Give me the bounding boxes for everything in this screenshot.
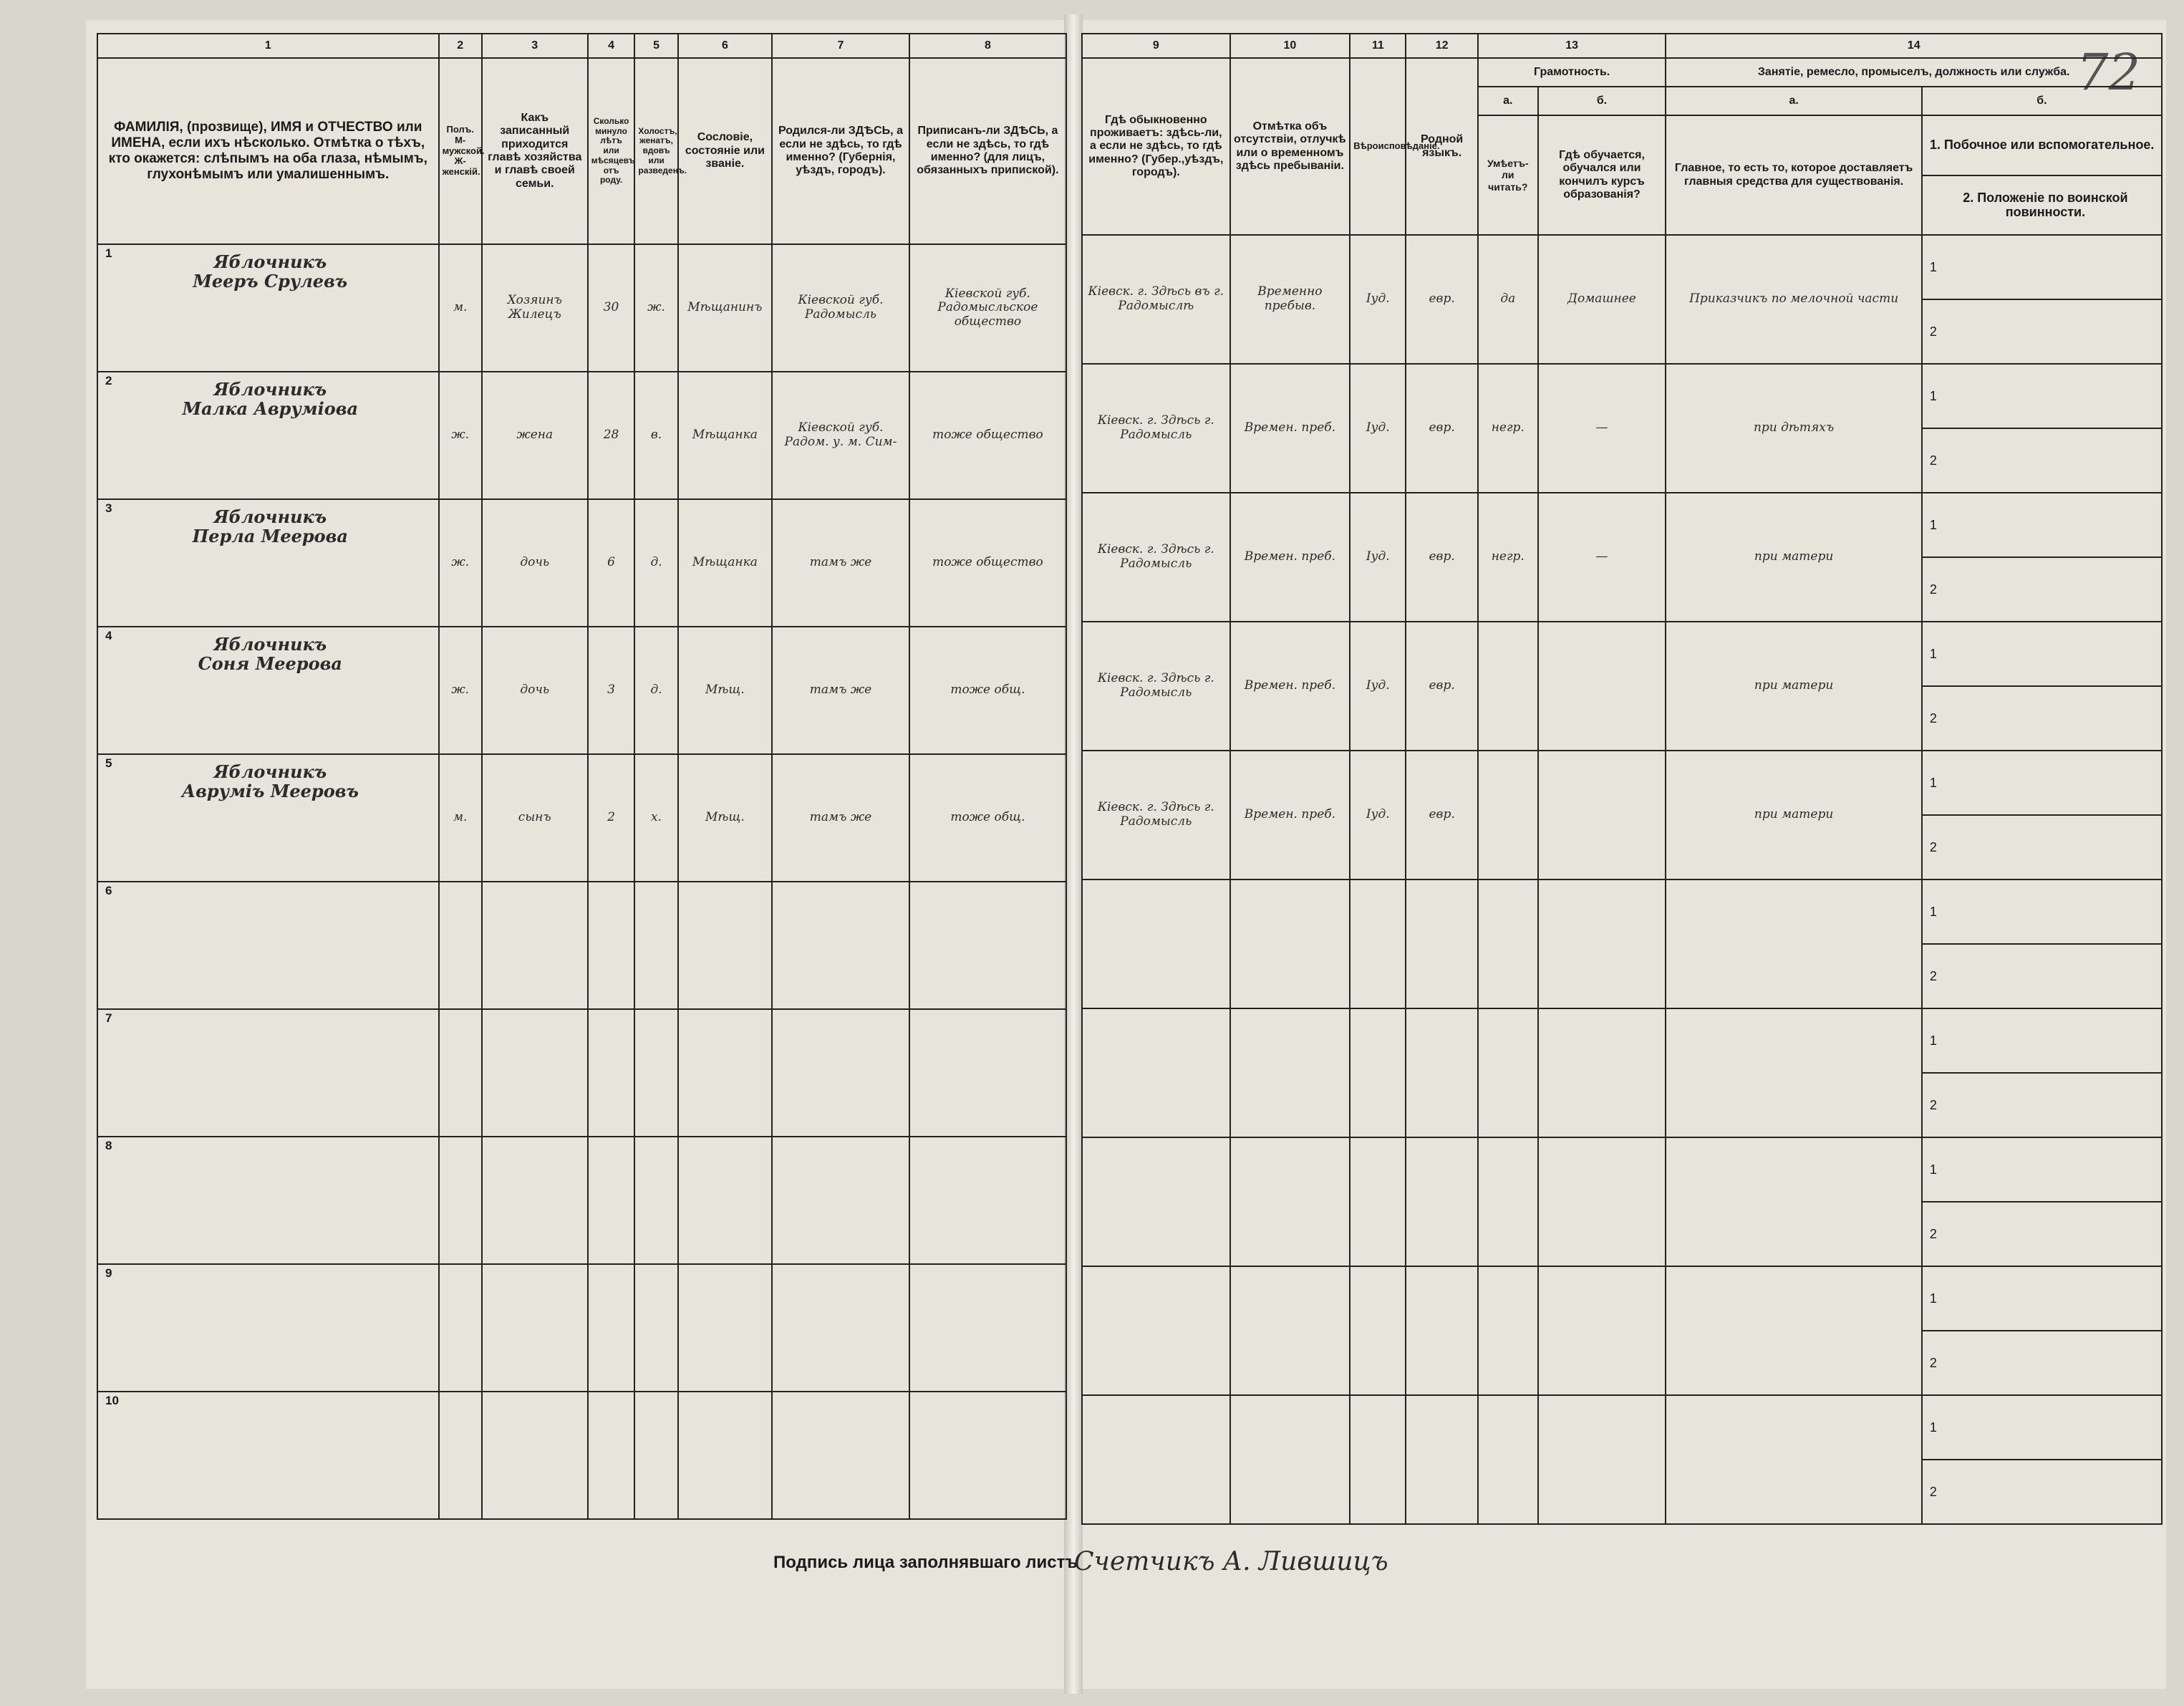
surname: Яблочникъ bbox=[213, 378, 327, 400]
age-cell bbox=[588, 1137, 635, 1264]
birthplace-cell bbox=[772, 882, 909, 1009]
birthplace-cell: Кіевской губ. Радомысль bbox=[772, 244, 909, 372]
registered-cell: Кіевской губ. Радомысльское общество bbox=[909, 244, 1066, 372]
literate-cell bbox=[1478, 622, 1538, 751]
secondary-occupation-cell bbox=[1922, 1008, 2162, 1137]
col-8-header: Приписанъ-ли ЗДѢСЬ, а если не здѣсь, то гдѣ именно? (для лицъ, обязанныхъ припиской). bbox=[909, 58, 1066, 244]
marital-cell bbox=[634, 1392, 677, 1519]
estate-cell bbox=[678, 1264, 772, 1392]
sex-cell: м. bbox=[439, 754, 482, 882]
literate-cell bbox=[1478, 1266, 1538, 1395]
occupation-cell bbox=[1666, 879, 1921, 1008]
table-row bbox=[1082, 1395, 2162, 1524]
registered-cell bbox=[909, 1137, 1066, 1264]
col-13a-header: Умѣетъ-ли читать? bbox=[1478, 115, 1538, 235]
religion-cell: Іуд. bbox=[1350, 622, 1406, 751]
sub-row-2: 2 bbox=[1929, 453, 1937, 468]
table-row bbox=[97, 1392, 1066, 1519]
estate-cell bbox=[678, 882, 772, 1009]
literate-cell bbox=[1478, 1395, 1538, 1524]
registered-cell: тоже общ. bbox=[909, 627, 1066, 754]
sub-row-2: 2 bbox=[1929, 1097, 1937, 1112]
col-11-header: Вѣроисповѣданіе. bbox=[1350, 58, 1406, 235]
marital-cell: в. bbox=[634, 372, 677, 499]
name-cell bbox=[97, 882, 439, 1009]
birthplace-cell: тамъ же bbox=[772, 499, 909, 627]
col-10-number: 10 bbox=[1230, 34, 1350, 58]
marital-cell bbox=[634, 1009, 677, 1137]
relation-cell: Хозяинъ Жилецъ bbox=[482, 244, 588, 372]
absence-cell bbox=[1230, 1137, 1350, 1266]
religion-cell: Іуд. bbox=[1350, 751, 1406, 879]
relation-cell: дочь bbox=[482, 499, 588, 627]
col-7-number: 7 bbox=[772, 34, 909, 58]
relation-cell bbox=[482, 1392, 588, 1519]
age-cell bbox=[588, 1264, 635, 1392]
col-12-header: Родной языкъ. bbox=[1406, 58, 1478, 235]
name-cell bbox=[97, 1392, 439, 1519]
residence-cell bbox=[1082, 879, 1230, 1008]
age-cell: 3 bbox=[588, 627, 635, 754]
surname: Яблочникъ bbox=[213, 506, 327, 527]
relation-cell bbox=[482, 1264, 588, 1392]
col-14b-2-header: 2. Положеніе по воинской повинности. bbox=[1963, 190, 2128, 220]
col-9-number: 9 bbox=[1082, 34, 1230, 58]
secondary-occupation-cell bbox=[1922, 879, 2162, 1008]
sub-row-2: 2 bbox=[1929, 1484, 1937, 1499]
language-cell: евр. bbox=[1406, 235, 1478, 364]
occupation-cell bbox=[1666, 1266, 1921, 1395]
absence-cell: Времен. преб. bbox=[1230, 622, 1350, 751]
col-5-number: 5 bbox=[634, 34, 677, 58]
page-number: 72 bbox=[2077, 43, 2141, 102]
col-8-number: 8 bbox=[909, 34, 1066, 58]
row-number: 10 bbox=[105, 1394, 119, 1407]
language-cell bbox=[1406, 1395, 1478, 1524]
occupation-cell: при дѣтяхъ bbox=[1666, 364, 1921, 493]
row-number: 6 bbox=[105, 884, 112, 897]
registered-cell bbox=[909, 882, 1066, 1009]
residence-cell: Кіевск. г. Здѣсь г. Радомысль bbox=[1082, 364, 1230, 493]
education-cell bbox=[1538, 622, 1666, 751]
census-table-left bbox=[97, 33, 1067, 1520]
table-row bbox=[1082, 364, 2162, 493]
table-row bbox=[97, 1264, 1066, 1392]
sub-row-1: 1 bbox=[1923, 365, 2161, 429]
table-row bbox=[1082, 1008, 2162, 1137]
literate-cell bbox=[1478, 1008, 1538, 1137]
language-cell bbox=[1406, 1137, 1478, 1266]
education-cell bbox=[1538, 1008, 1666, 1137]
table-row bbox=[97, 627, 1066, 754]
row-number: 5 bbox=[105, 756, 112, 770]
absence-cell bbox=[1230, 879, 1350, 1008]
name-cell bbox=[97, 1137, 439, 1264]
registered-cell: тоже общество bbox=[909, 499, 1066, 627]
table-row bbox=[1082, 622, 2162, 751]
residence-cell bbox=[1082, 1008, 1230, 1137]
given-name: Соня Меерова bbox=[198, 653, 342, 675]
given-name: Перла Меерова bbox=[192, 526, 348, 547]
registered-cell bbox=[909, 1264, 1066, 1392]
secondary-occupation-cell bbox=[1922, 1266, 2162, 1395]
sex-cell: ж. bbox=[439, 499, 482, 627]
residence-cell bbox=[1082, 1395, 1230, 1524]
table-row bbox=[97, 372, 1066, 499]
relation-cell: дочь bbox=[482, 627, 588, 754]
signature-label: Подпись лица заполнявшаго листъ bbox=[773, 1553, 1078, 1572]
col-14b-label: б. bbox=[1922, 87, 2162, 115]
col-9-header: Гдѣ обыкновенно проживаетъ: здѣсь-ли, а если не здѣсь, то гдѣ именно? (Губер.,уѣздъ, городъ). bbox=[1082, 58, 1230, 235]
name-cell bbox=[97, 627, 439, 754]
sub-row-1: 1 bbox=[1923, 1138, 2161, 1203]
surname: Яблочникъ bbox=[213, 251, 327, 272]
surname: Яблочникъ bbox=[213, 633, 327, 655]
registered-cell: тоже общество bbox=[909, 372, 1066, 499]
table-row bbox=[1082, 1266, 2162, 1395]
sex-cell bbox=[439, 1009, 482, 1137]
education-cell: — bbox=[1538, 493, 1666, 622]
table-row bbox=[1082, 879, 2162, 1008]
absence-cell: Времен. преб. bbox=[1230, 364, 1350, 493]
sub-row-1: 1 bbox=[1923, 236, 2161, 300]
estate-cell bbox=[678, 1009, 772, 1137]
sex-cell: ж. bbox=[439, 627, 482, 754]
relation-cell bbox=[482, 1009, 588, 1137]
education-cell bbox=[1538, 1395, 1666, 1524]
secondary-occupation-cell bbox=[1922, 364, 2162, 493]
birthplace-cell bbox=[772, 1392, 909, 1519]
occupation-cell bbox=[1666, 1137, 1921, 1266]
row-number: 9 bbox=[105, 1266, 112, 1280]
absence-cell bbox=[1230, 1266, 1350, 1395]
education-cell bbox=[1538, 1137, 1666, 1266]
col-14b-header bbox=[1922, 115, 2162, 235]
marital-cell bbox=[634, 1137, 677, 1264]
secondary-occupation-cell bbox=[1922, 751, 2162, 879]
estate-cell: Мѣщанка bbox=[678, 372, 772, 499]
given-name: Мееръ Срулевъ bbox=[193, 271, 348, 292]
sex-cell bbox=[439, 1264, 482, 1392]
religion-cell bbox=[1350, 879, 1406, 1008]
registered-cell bbox=[909, 1009, 1066, 1137]
table-row bbox=[97, 1009, 1066, 1137]
col-1-number: 1 bbox=[97, 34, 439, 58]
given-name: Авруміъ Мееровъ bbox=[181, 781, 359, 802]
relation-cell bbox=[482, 1137, 588, 1264]
absence-cell: Времен. преб. bbox=[1230, 751, 1350, 879]
secondary-occupation-cell bbox=[1922, 493, 2162, 622]
sub-row-1: 1 bbox=[1923, 1267, 2161, 1331]
col-3-number: 3 bbox=[482, 34, 588, 58]
name-cell bbox=[97, 499, 439, 627]
col-14a-header: Главное, то есть то, которое доставляетъ главныя средства для существованія. bbox=[1666, 115, 1921, 235]
col-5-header: Холостъ, женатъ, вдовъ или разведенъ. bbox=[634, 58, 677, 244]
sub-row-1: 1 bbox=[1923, 880, 2161, 945]
sub-row-2: 2 bbox=[1929, 1226, 1937, 1241]
occupation-cell: при матери bbox=[1666, 622, 1921, 751]
education-cell: Домашнее bbox=[1538, 235, 1666, 364]
col-4-number: 4 bbox=[588, 34, 635, 58]
religion-cell bbox=[1350, 1137, 1406, 1266]
signature-handwriting: Счетчикъ А. Лившицъ bbox=[1074, 1547, 1388, 1576]
estate-cell: Мѣщанинъ bbox=[678, 244, 772, 372]
absence-cell: Временно пребыв. bbox=[1230, 235, 1350, 364]
birthplace-cell bbox=[772, 1137, 909, 1264]
literate-cell: негр. bbox=[1478, 364, 1538, 493]
col-1-header: ФАМИЛІЯ, (прозвище), ИМЯ и ОТЧЕСТВО или ИМЕНА, если ихъ нѣсколько. Отмѣтка о тѣхъ, кто окажется: слѣпымъ на оба глаза, нѣмымъ, глухонѣмымъ или умалишеннымъ. bbox=[97, 58, 439, 244]
residence-cell: Кіевск. г. Здѣсь г. Радомысль bbox=[1082, 751, 1230, 879]
sub-row-2: 2 bbox=[1929, 582, 1937, 597]
education-cell bbox=[1538, 751, 1666, 879]
estate-cell: Мѣщ. bbox=[678, 627, 772, 754]
table-row bbox=[97, 244, 1066, 372]
name-cell bbox=[97, 1009, 439, 1137]
row-number: 1 bbox=[105, 246, 112, 260]
col-13-header: Грамотность. bbox=[1478, 58, 1666, 87]
age-cell: 2 bbox=[588, 754, 635, 882]
sub-row-1: 1 bbox=[1923, 1396, 2161, 1460]
col-12-number: 12 bbox=[1406, 34, 1478, 58]
birthplace-cell bbox=[772, 1009, 909, 1137]
absence-cell bbox=[1230, 1008, 1350, 1137]
age-cell: 28 bbox=[588, 372, 635, 499]
sub-row-1: 1 bbox=[1923, 1009, 2161, 1074]
estate-cell bbox=[678, 1392, 772, 1519]
marital-cell: д. bbox=[634, 627, 677, 754]
birthplace-cell: Кіевской губ. Радом. у. м. Сим- bbox=[772, 372, 909, 499]
sub-row-1: 1 bbox=[1923, 751, 2161, 816]
language-cell bbox=[1406, 879, 1478, 1008]
col-11-number: 11 bbox=[1350, 34, 1406, 58]
col-6-header: Сословіе, состояніе или званіе. bbox=[678, 58, 772, 244]
row-number: 8 bbox=[105, 1139, 112, 1152]
col-3-header: Какъ записанный приходится главѣ хозяйства и главѣ своей семьи. bbox=[482, 58, 588, 244]
name-cell bbox=[97, 1264, 439, 1392]
religion-cell bbox=[1350, 1395, 1406, 1524]
birthplace-cell bbox=[772, 1264, 909, 1392]
sex-cell: ж. bbox=[439, 372, 482, 499]
surname: Яблочникъ bbox=[213, 761, 327, 782]
occupation-cell: при матери bbox=[1666, 493, 1921, 622]
language-cell: евр. bbox=[1406, 493, 1478, 622]
relation-cell: жена bbox=[482, 372, 588, 499]
table-row bbox=[97, 499, 1066, 627]
sex-cell: м. bbox=[439, 244, 482, 372]
sub-row-2: 2 bbox=[1929, 710, 1937, 726]
table-row bbox=[1082, 493, 2162, 622]
col-14b-1-header: 1. Побочное или вспомогательное. bbox=[1923, 116, 2161, 176]
literate-cell: да bbox=[1478, 235, 1538, 364]
col-13b-header: Гдѣ обучается, обучался или кончилъ курсъ образованія? bbox=[1538, 115, 1666, 235]
given-name: Малка Авруміова bbox=[182, 398, 359, 420]
sub-row-2: 2 bbox=[1929, 839, 1937, 854]
estate-cell bbox=[678, 1137, 772, 1264]
name-cell bbox=[97, 244, 439, 372]
table-row bbox=[1082, 1137, 2162, 1266]
col-13a-label: а. bbox=[1478, 87, 1538, 115]
age-cell: 6 bbox=[588, 499, 635, 627]
row-number: 7 bbox=[105, 1011, 112, 1025]
literate-cell bbox=[1478, 1137, 1538, 1266]
table-row bbox=[97, 754, 1066, 882]
name-cell bbox=[97, 372, 439, 499]
language-cell: евр. bbox=[1406, 364, 1478, 493]
residence-cell bbox=[1082, 1266, 1230, 1395]
absence-cell: Времен. преб. bbox=[1230, 493, 1350, 622]
secondary-occupation-cell bbox=[1922, 1395, 2162, 1524]
sub-row-2: 2 bbox=[1929, 324, 1937, 339]
language-cell: евр. bbox=[1406, 622, 1478, 751]
religion-cell: Іуд. bbox=[1350, 235, 1406, 364]
estate-cell: Мѣщанка bbox=[678, 499, 772, 627]
residence-cell: Кіевск. г. Здѣсь г. Радомысль bbox=[1082, 493, 1230, 622]
secondary-occupation-cell bbox=[1922, 1137, 2162, 1266]
secondary-occupation-cell bbox=[1922, 235, 2162, 364]
table-row bbox=[97, 882, 1066, 1009]
col-14a-label: а. bbox=[1666, 87, 1921, 115]
marital-cell bbox=[634, 1264, 677, 1392]
estate-cell: Мѣщ. bbox=[678, 754, 772, 882]
row-number: 4 bbox=[105, 629, 112, 642]
table-row bbox=[97, 1137, 1066, 1264]
age-cell: 30 bbox=[588, 244, 635, 372]
birthplace-cell: тамъ же bbox=[772, 627, 909, 754]
religion-cell: Іуд. bbox=[1350, 493, 1406, 622]
residence-cell: Кіевск. г. Здѣсь въ г. Радомыслѣ bbox=[1082, 235, 1230, 364]
relation-cell bbox=[482, 882, 588, 1009]
col-10-header: Отмѣтка объ отсутствіи, отлучкѣ или о временномъ здѣсь пребываніи. bbox=[1230, 58, 1350, 235]
literate-cell: негр. bbox=[1478, 493, 1538, 622]
col-7-header: Родился-ли ЗДѢСЬ, а если не здѣсь, то гдѣ именно? (Губернія, уѣздъ, городъ). bbox=[772, 58, 909, 244]
occupation-cell bbox=[1666, 1395, 1921, 1524]
row-number: 3 bbox=[105, 501, 112, 515]
residence-cell bbox=[1082, 1137, 1230, 1266]
sex-cell bbox=[439, 1137, 482, 1264]
marital-cell: д. bbox=[634, 499, 677, 627]
secondary-occupation-cell bbox=[1922, 622, 2162, 751]
name-cell bbox=[97, 754, 439, 882]
language-cell: евр. bbox=[1406, 751, 1478, 879]
table-row bbox=[1082, 235, 2162, 364]
col-2-header: Полъ. М-мужской. Ж-женскій. bbox=[439, 58, 482, 244]
registered-cell bbox=[909, 1392, 1066, 1519]
sex-cell bbox=[439, 1392, 482, 1519]
marital-cell: х. bbox=[634, 754, 677, 882]
col-2-number: 2 bbox=[439, 34, 482, 58]
education-cell bbox=[1538, 879, 1666, 1008]
registered-cell: тоже общ. bbox=[909, 754, 1066, 882]
relation-cell: сынъ bbox=[482, 754, 588, 882]
sub-row-2: 2 bbox=[1929, 1355, 1937, 1370]
col-6-number: 6 bbox=[678, 34, 772, 58]
census-table-right bbox=[1081, 33, 2163, 1525]
religion-cell bbox=[1350, 1008, 1406, 1137]
sub-row-2: 2 bbox=[1929, 968, 1937, 983]
occupation-cell: при матери bbox=[1666, 751, 1921, 879]
literate-cell bbox=[1478, 879, 1538, 1008]
sex-cell bbox=[439, 882, 482, 1009]
col-13-number: 13 bbox=[1478, 34, 1666, 58]
residence-cell: Кіевск. г. Здѣсь г. Радомысль bbox=[1082, 622, 1230, 751]
language-cell bbox=[1406, 1008, 1478, 1137]
education-cell bbox=[1538, 1266, 1666, 1395]
age-cell bbox=[588, 1009, 635, 1137]
col-4-header: Сколько минуло лѣтъ или мѣсяцевъ отъ роду. bbox=[588, 58, 635, 244]
col-14-number: 14 bbox=[1666, 34, 2162, 58]
age-cell bbox=[588, 1392, 635, 1519]
table-row bbox=[1082, 751, 2162, 879]
marital-cell bbox=[634, 882, 677, 1009]
row-number: 2 bbox=[105, 374, 112, 387]
literate-cell bbox=[1478, 751, 1538, 879]
marital-cell: ж. bbox=[634, 244, 677, 372]
religion-cell: Іуд. bbox=[1350, 364, 1406, 493]
education-cell: — bbox=[1538, 364, 1666, 493]
language-cell bbox=[1406, 1266, 1478, 1395]
occupation-cell: Приказчикъ по мелочной части bbox=[1666, 235, 1921, 364]
birthplace-cell: тамъ же bbox=[772, 754, 909, 882]
col-13b-label: б. bbox=[1538, 87, 1666, 115]
occupation-cell bbox=[1666, 1008, 1921, 1137]
absence-cell bbox=[1230, 1395, 1350, 1524]
sub-row-1: 1 bbox=[1923, 622, 2161, 687]
sub-row-1: 1 bbox=[1923, 493, 2161, 558]
age-cell bbox=[588, 882, 635, 1009]
religion-cell bbox=[1350, 1266, 1406, 1395]
col-14-header: Занятіе, ремесло, промыселъ, должность или служба. bbox=[1666, 58, 2162, 87]
